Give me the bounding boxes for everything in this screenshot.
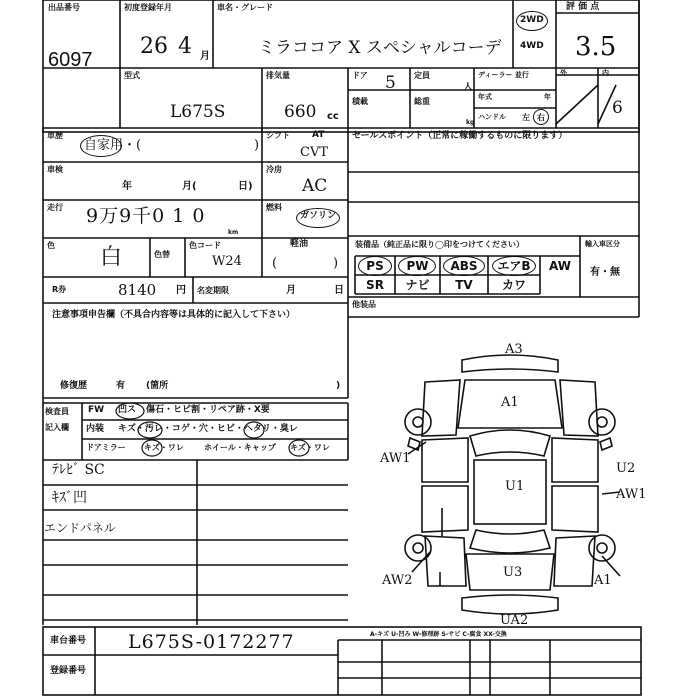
displacement-unit: cc (327, 111, 339, 122)
ac-value: AC (302, 176, 328, 196)
mileage-unit: km (228, 229, 239, 236)
damage-mark-a1-hood: A1 (501, 395, 519, 410)
color-code-value: W24 (212, 254, 242, 269)
equipment-aw: AW (549, 259, 571, 273)
check-door-mirror: ドアミラー (86, 443, 126, 452)
recycle-unit: 円 (176, 285, 186, 296)
displacement-label: 排気量 (266, 71, 290, 80)
repair-history-value: 有 (116, 381, 126, 391)
registration-deadline-label: 名変期限 (197, 286, 229, 295)
check-wheel-damage: キズ・ワレ (290, 443, 330, 452)
check-interior: 内装 (86, 424, 105, 434)
recycle-label: R券 (52, 285, 67, 294)
equipment-leather: カワ (501, 278, 526, 292)
vehicle-name: ミラココア X スペシャルコーデ (258, 38, 502, 58)
inspection-label: 車検 (47, 165, 63, 174)
drive-4wd: 4WD (520, 41, 544, 51)
equipment-pw: PW (406, 259, 429, 273)
sales-point-label: セールスポイント（正常に稼働するものに限ります） (352, 131, 568, 141)
weight-label: 総重 (414, 97, 430, 106)
repair-close: ) (336, 381, 341, 391)
damage-mark-aw2: AW2 (382, 573, 413, 588)
checklist-circles (82, 403, 348, 460)
handle-left: 左 (522, 113, 530, 122)
displacement-value: 660 (284, 102, 317, 122)
shift-at: AT (312, 130, 325, 140)
check-scratch: 傷石・ヒビ割・リペア跡・X要 (146, 405, 270, 415)
other-equipment-label: 他装品 (352, 300, 376, 309)
equipment-abs-circle (443, 256, 485, 276)
inspection-day: 日) (238, 181, 253, 192)
seats-unit: 人 (464, 82, 472, 91)
model-label: 型式 (124, 71, 140, 80)
check-mirror-damage: キズ・ワレ (144, 443, 184, 452)
first-registration-label: 初度登録年月 (124, 3, 172, 12)
recycle-value: 8140 (118, 281, 157, 299)
seats-label: 定員 (414, 71, 430, 80)
registration-month: 月 (286, 285, 296, 296)
load-label: 積載 (352, 97, 368, 106)
damage-mark-aw1-right: AW1 (616, 487, 647, 502)
inspection-month: 月( (182, 181, 197, 192)
check-wheel-cap: ホイール・キャップ (204, 443, 276, 452)
equipment-abs: ABS (450, 259, 478, 273)
color-change-label: 色替 (154, 250, 170, 259)
color-value: 白 (100, 245, 123, 270)
mileage-label: 走行 (47, 203, 63, 212)
check-fw: FW (88, 405, 105, 415)
equipment-ps-circle (358, 256, 392, 276)
handle-label: ハンドル (478, 113, 506, 121)
vehicle-name-label: 車名・グレード (217, 3, 273, 12)
import-value: 有・無 (590, 267, 620, 278)
damage-mark-a3: A3 (505, 342, 523, 357)
color-label: 色 (47, 241, 55, 250)
color-code-label: 色コード (189, 241, 221, 250)
equipment-airbag: エアB (497, 259, 531, 273)
chassis-number: L675S-0172277 (128, 631, 295, 653)
first-registration-month: 4 (178, 34, 192, 59)
registration-number-label: 登録番号 (50, 666, 87, 676)
check-interior-items: キズ・汚レ・コゲ・穴・ヒビ・ヘタリ・臭レ (118, 424, 298, 434)
equipment-ps: PS (366, 259, 384, 273)
damage-mark-u3: U3 (503, 565, 523, 580)
first-registration-month-unit: 月 (200, 51, 210, 62)
registration-day: 日 (334, 285, 344, 296)
drive-2wd: 2WD (520, 15, 544, 25)
interior-grade-label: 内 (602, 69, 609, 77)
repair-history-label: 修復歴 (60, 381, 88, 391)
handwritten-note-3: エンドパネル (44, 521, 116, 535)
exterior-grade-label: 外 (560, 69, 567, 77)
check-dent: 凹ス (118, 405, 137, 415)
handle-right: 右 (537, 113, 545, 122)
damage-legend: A-キズ U-凹み W-修理跡 S-サビ C-腐食 XX-交換 (370, 631, 507, 638)
use-close: ) (254, 138, 260, 153)
inspection-year: 年 (122, 181, 132, 192)
handwritten-note-2: ｷｽﾞ凹 (52, 490, 87, 506)
interior-grade: 6 (612, 98, 623, 118)
model-value: L675S (170, 102, 226, 122)
year-label: 年式 (478, 93, 492, 101)
equipment-pw-circle (398, 256, 436, 276)
repair-location: (箇所 (146, 381, 169, 391)
inspector-label: 検査員 (45, 407, 69, 416)
equipment-airbag-circle (492, 256, 536, 276)
lot-number: 6097 (48, 49, 93, 71)
use-value: 自家用・( (84, 138, 142, 153)
shift-label: シフト (266, 131, 290, 140)
ac-label: 冷房 (266, 165, 282, 174)
shift-value: CVT (300, 145, 329, 160)
damage-mark-a1-rear: A1 (594, 573, 612, 588)
year-unit: 年 (544, 93, 551, 101)
dealer-label: ディーラー 並行 (478, 71, 529, 79)
grade-label: 評 価 点 (566, 2, 600, 12)
chassis-number-label: 車台番号 (50, 636, 87, 646)
damage-mark-u2: U2 (616, 461, 636, 476)
damage-mark-aw1-left: AW1 (380, 451, 411, 466)
equipment-label: 装備品（純正品に限り◯印をつけてください） (355, 240, 524, 249)
doors-label: ドア (352, 71, 368, 80)
equipment-sr: SR (366, 278, 384, 292)
grade-value: 3.5 (575, 32, 617, 62)
import-label: 輸入車区分 (585, 240, 620, 248)
damage-mark-u1: U1 (505, 479, 525, 494)
fuel-other: 軽油 (290, 239, 309, 249)
doors-value: 5 (385, 73, 396, 93)
equipment-navi: ナビ (405, 278, 430, 292)
notes-label: 注意事項申告欄（不具合内容等は具体的に記入して下さい） (52, 310, 296, 320)
lot-number-label: 出品番号 (48, 3, 80, 12)
entry-label: 記入欄 (45, 423, 69, 432)
use-label: 車歴 (47, 131, 63, 140)
fuel-value: ガソリン (300, 211, 337, 221)
handwritten-note-1: ﾃﾚﾋﾞ SC (52, 462, 105, 478)
equipment-tv: TV (455, 278, 473, 292)
paren-close: ) (333, 256, 339, 271)
damage-mark-ua2: UA2 (500, 613, 529, 628)
first-registration-year: 26 (140, 34, 168, 59)
fuel-label: 燃料 (266, 203, 282, 212)
paren-open: ( (272, 256, 278, 271)
mileage-value: 9万9千0 1 0 (86, 205, 206, 227)
load-unit: kg (466, 119, 475, 126)
